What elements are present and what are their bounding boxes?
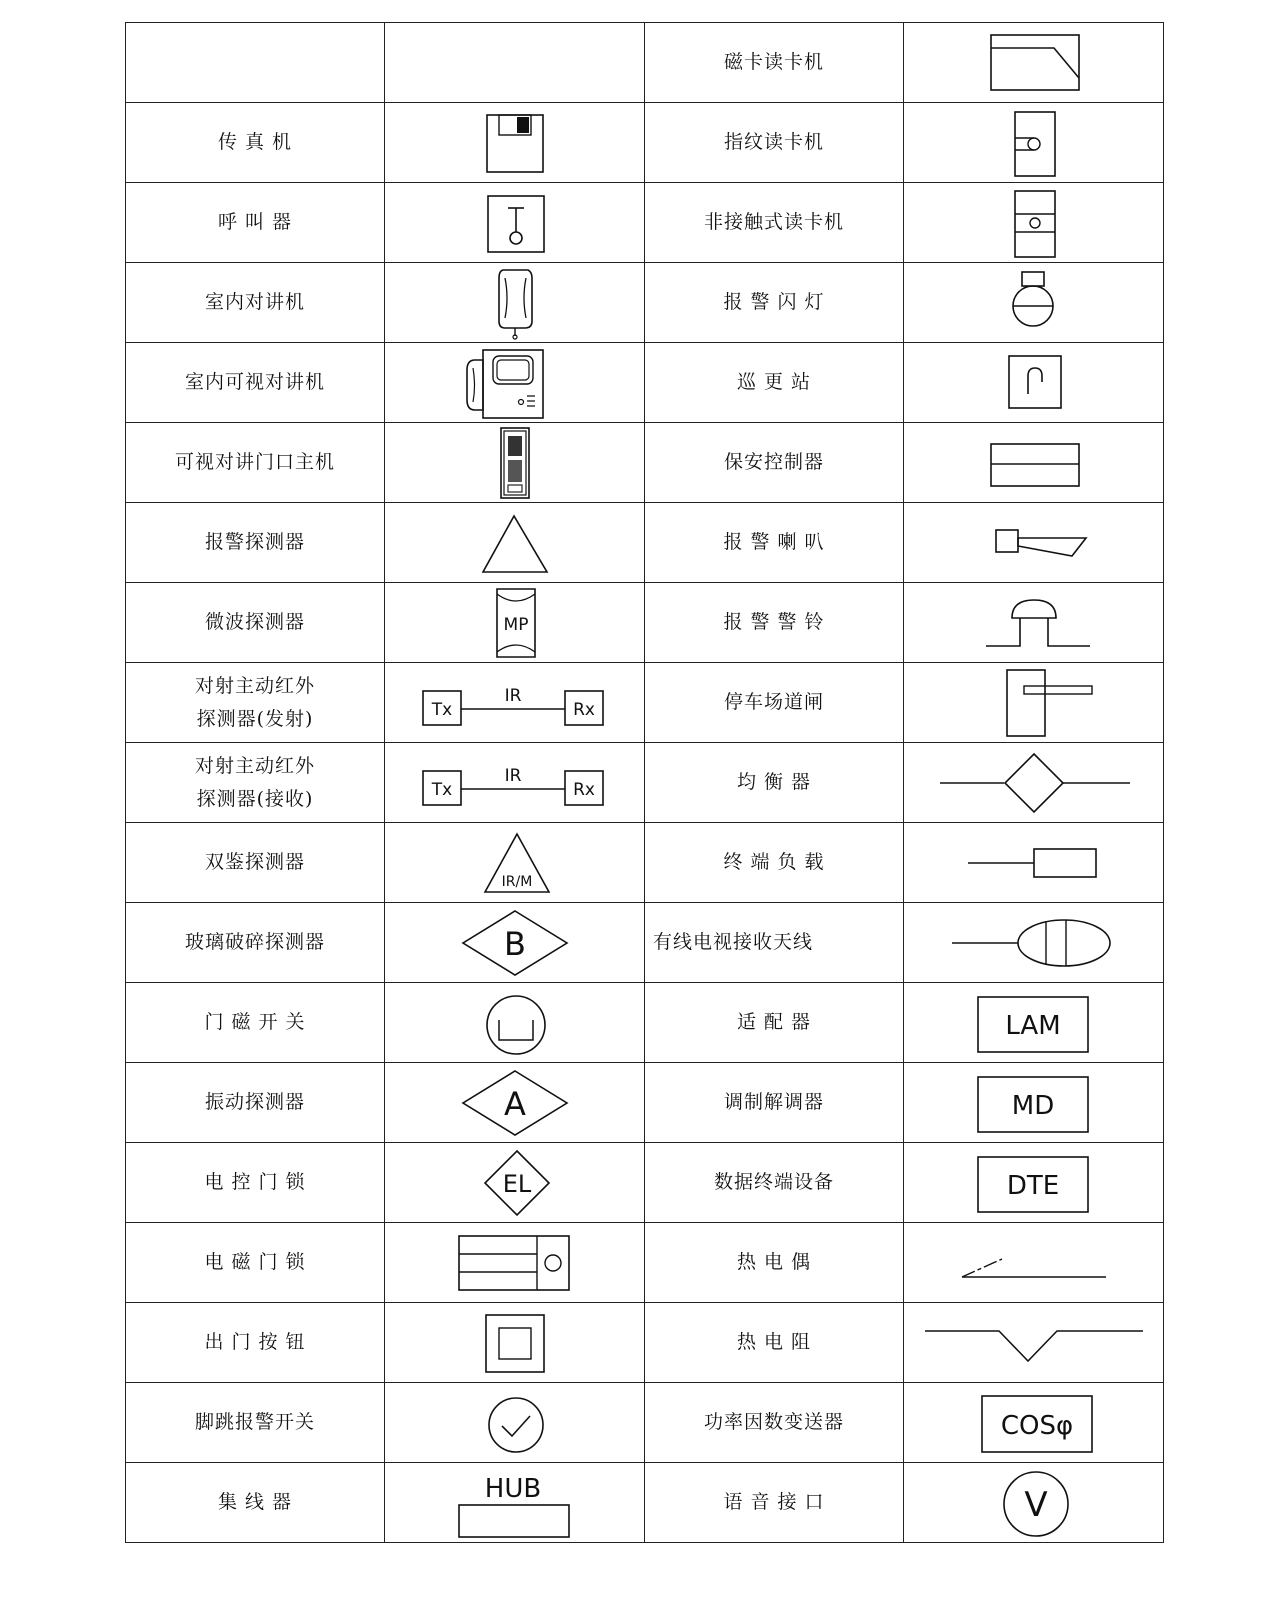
label-electric-lock: 电 控 门 锁: [204, 1171, 306, 1194]
parking-barrier-icon: [974, 666, 1094, 740]
label-magnetic-lock: 电 磁 门 锁: [204, 1251, 306, 1274]
table-row: [126, 1223, 1164, 1303]
indoor-video-intercom-icon: [445, 346, 585, 420]
left-name-cell: [126, 23, 385, 103]
label-patrol-station: 巡 更 站: [736, 371, 812, 394]
label-ir-beam-tx: 对射主动红外 探测器(发射): [194, 675, 315, 730]
fax-icon: [455, 108, 575, 178]
patrol-station-icon: [974, 348, 1094, 418]
card-reader-icon: [974, 28, 1094, 98]
table-row: [126, 1463, 1164, 1543]
lam-text: LAM: [1004, 1010, 1061, 1041]
label-card-reader: 磁卡读卡机: [723, 51, 824, 74]
glass-break-detector-icon: [450, 908, 580, 978]
label-ir-beam-rx: 对射主动红外 探测器(接收): [194, 755, 315, 810]
equalizer-icon: [934, 748, 1134, 818]
label-glass-break-detector: 玻璃破碎探测器: [184, 931, 325, 954]
table-row: [126, 583, 1164, 663]
voice-interface-icon: [974, 1466, 1094, 1540]
table-row: [126, 183, 1164, 263]
tx-text: Tx: [431, 699, 452, 720]
label-microwave-detector: 微波探测器: [204, 611, 305, 634]
cos-text: COSφ: [1000, 1410, 1073, 1441]
label-voice-interface: 语 音 接 口: [723, 1491, 825, 1514]
fingerprint-reader-icon: [974, 108, 1094, 178]
label-fingerprint-reader: 指纹读卡机: [723, 131, 824, 154]
label-alarm-bell: 报 警 警 铃: [723, 611, 825, 634]
label-adapter: 适 配 器: [736, 1011, 812, 1034]
table-row: [126, 263, 1164, 343]
thermocouple-icon: [944, 1233, 1124, 1293]
table-row: [126, 743, 1164, 823]
table-row: [126, 343, 1164, 423]
table-row: [126, 823, 1164, 903]
dual-tech-detector-icon: [455, 828, 575, 898]
label-pager: 呼 叫 器: [217, 211, 293, 234]
mp-text: MP: [503, 614, 528, 635]
b-text: B: [503, 924, 526, 963]
power-factor-transmitter-icon: [964, 1388, 1104, 1458]
table-row: [126, 983, 1164, 1063]
ir-text: IR: [504, 765, 521, 786]
label-alarm-flash-light: 报 警 闪 灯: [723, 291, 825, 314]
alarm-flash-light-icon: [974, 266, 1094, 340]
dte-text: DTE: [1006, 1170, 1059, 1201]
rx-text: Rx: [572, 779, 595, 800]
alarm-detector-icon: [455, 508, 575, 578]
contactless-reader-icon: [974, 188, 1094, 258]
a-text: A: [503, 1084, 526, 1123]
label-indoor-intercom: 室内对讲机: [204, 291, 305, 314]
right-name-cell: [645, 23, 904, 103]
table-row: [126, 503, 1164, 583]
foot-alarm-switch-icon: [455, 1388, 575, 1458]
table-row: [126, 663, 1164, 743]
label-equalizer: 均 衡 器: [736, 771, 812, 794]
md-text: MD: [1011, 1090, 1054, 1121]
label-power-factor-transmitter: 功率因数变送器: [703, 1411, 844, 1434]
label-video-door-station: 可视对讲门口主机: [174, 451, 335, 474]
rx-text: Rx: [572, 699, 595, 720]
ir-beam-tx-icon: [415, 673, 615, 733]
label-parking-barrier: 停车场道闸: [723, 691, 824, 714]
label-terminal-load: 终 端 负 载: [723, 851, 825, 874]
label-dte: 数据终端设备: [713, 1171, 834, 1194]
label-alarm-detector: 报警探测器: [204, 531, 305, 554]
tx-text: Tx: [431, 779, 452, 800]
alarm-horn-icon: [974, 508, 1094, 578]
v-text: V: [1023, 1484, 1048, 1525]
label-foot-alarm-switch: 脚跳报警开关: [194, 1411, 315, 1434]
vibration-detector-icon: [450, 1068, 580, 1138]
ir-beam-rx-icon: [415, 753, 615, 813]
symbol-legend-table: [125, 22, 1164, 1543]
table-row: [126, 903, 1164, 983]
label-exit-button: 出 门 按 钮: [204, 1331, 306, 1354]
door-contact-icon: [455, 988, 575, 1058]
table-row: [126, 1063, 1164, 1143]
security-controller-icon: [974, 428, 1094, 498]
table-row: [126, 23, 1164, 103]
label-dual-tech-detector: 双鉴探测器: [204, 851, 305, 874]
label-catv-antenna: 有线电视接收天线: [653, 931, 814, 954]
terminal-load-icon: [954, 833, 1114, 893]
label-hub: 集 线 器: [217, 1491, 293, 1514]
magnetic-lock-icon: [450, 1228, 580, 1298]
label-security-controller: 保安控制器: [723, 451, 824, 474]
electric-lock-icon: [455, 1148, 575, 1218]
modem-icon: [964, 1068, 1104, 1138]
indoor-intercom-icon: [455, 266, 575, 340]
rtd-icon: [919, 1313, 1149, 1373]
table-row: [126, 423, 1164, 503]
label-door-contact: 门 磁 开 关: [204, 1011, 306, 1034]
dte-icon: [964, 1148, 1104, 1218]
ir-text: IR: [504, 685, 521, 706]
label-modem: 调制解调器: [723, 1091, 824, 1114]
hub-icon: [445, 1467, 585, 1539]
adapter-icon: [964, 988, 1104, 1058]
table-row: [126, 103, 1164, 183]
table-row: [126, 1383, 1164, 1463]
label-vibration-detector: 振动探测器: [204, 1091, 305, 1114]
hub-text: HUB: [484, 1473, 541, 1504]
pager-icon: [455, 188, 575, 258]
label-contactless-reader: 非接触式读卡机: [703, 211, 844, 234]
label-indoor-video-intercom: 室内可视对讲机: [184, 371, 325, 394]
right-symbol-cell: [904, 23, 1164, 103]
table-row: [126, 1303, 1164, 1383]
el-text: EL: [502, 1169, 531, 1198]
label-thermocouple: 热 电 偶: [736, 1251, 812, 1274]
irm-text: IR/M: [501, 873, 532, 890]
alarm-bell-icon: [974, 588, 1094, 658]
label-fax: 传 真 机: [217, 131, 293, 154]
table-row: [126, 1143, 1164, 1223]
left-symbol-cell: [385, 23, 645, 103]
microwave-detector-icon: [455, 586, 575, 660]
catv-antenna-icon: [944, 908, 1124, 978]
label-rtd: 热 电 阻: [736, 1331, 812, 1354]
video-door-station-icon: [455, 426, 575, 500]
label-alarm-horn: 报 警 喇 叭: [723, 531, 825, 554]
exit-button-icon: [455, 1308, 575, 1378]
